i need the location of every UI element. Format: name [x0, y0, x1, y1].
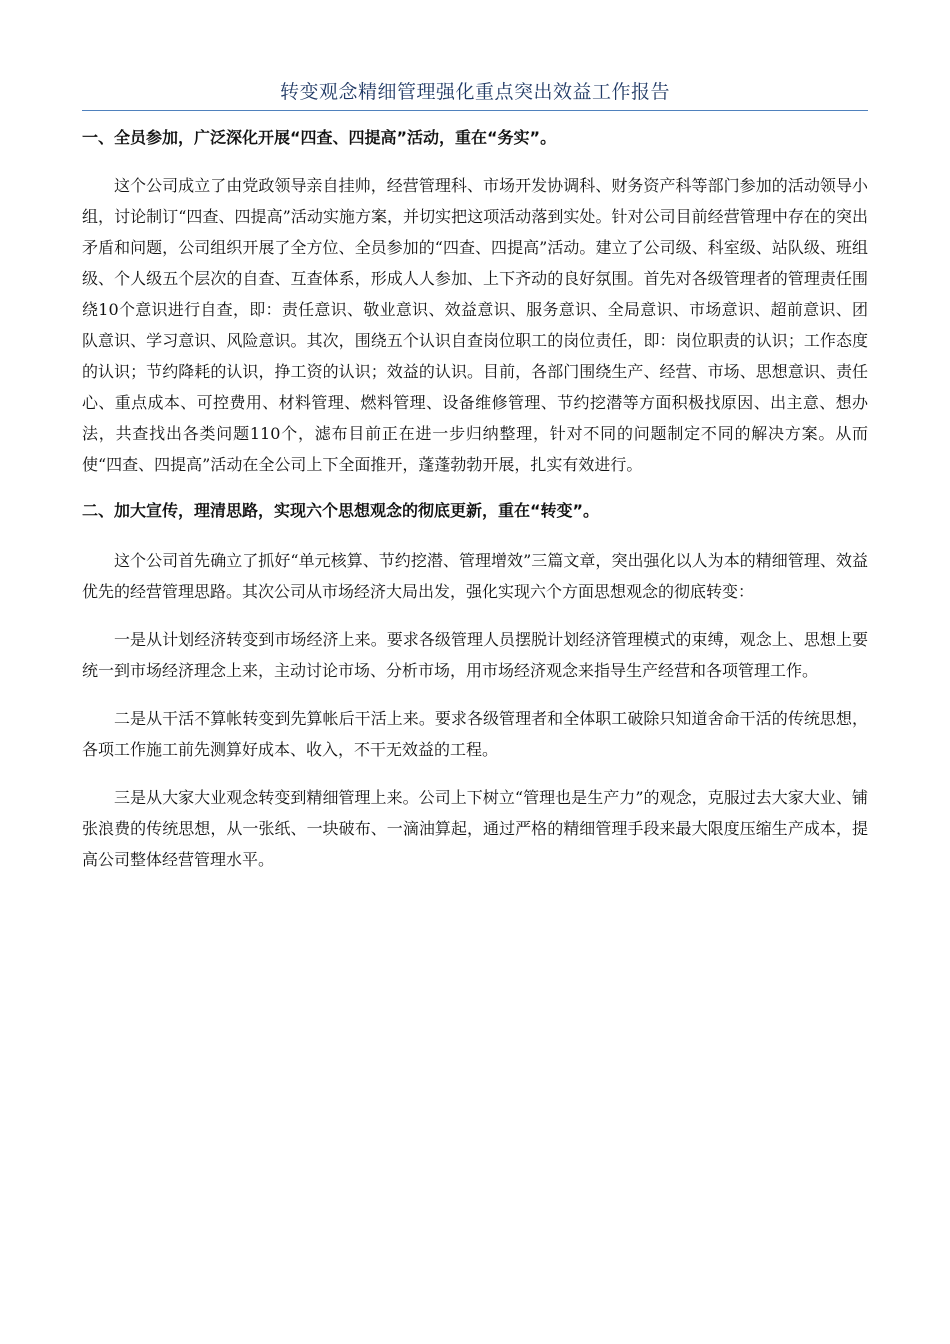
section-2-paragraph-intro: 这个公司首先确立了抓好“单元核算、节约挖潜、管理增效”三篇文章，突出强化以人为本的精细管理、效益优先的经营管理思路。其次公司从市场经济大局出发，强化实现六个方面思想观念的彻底转变：: [82, 551, 868, 601]
document-title: 转变观念精细管理强化重点突出效益工作报告: [82, 78, 868, 111]
section-2-heading: 二、加大宣传，理清思路，实现六个思想观念的彻底更新，重在“转变”。: [82, 501, 600, 520]
section-1-paragraph: 这个公司成立了由党政领导亲自挂帅，经营管理科、市场开发协调科、财务资产科等部门参加的活动领导小组，讨论制订“四查、四提高”活动实施方案，并切实把这项活动落到实处。针对公司目前经营管理中存在的突出矛盾和问题，公司组织开展了全方位、全员参加的“四查、四提高”活动。建立了公司级、科室级、站队级、班组级、个人级五个层次的自查、互查体系，形成人人参加、上下齐动的良好氛围。首先对各级管理者的管理责任围绕10个意识进行自查，即：责任意识、敬业意识、效益意识、服务意识、全局意识、市场意识、超前意识、团队意识、学习意识、风险意识。其次，围绕五个认识自查岗位职工的岗位责任，即：岗位职责的认识；工作态度的认识；节约降耗的认识，挣工资的认识；效益的认识。目前，各部门围绕生产、经营、市场、思想意识、责任心、重点成本、可控费用、材料管理、燃料管理、设备维修管理、节约挖潜等方面积极找原因、出主意、想办法，共查找出各类问题110个，滤布目前正在进一步归纳整理，针对不同的问题制定不同的解决方案。从而使“四查、四提高”活动在全公司上下全面推开，蓬蓬勃勃开展，扎实有效进行。: [82, 176, 868, 474]
document-page: [82, 78, 868, 875]
section-2-paragraph-point-3: 三是从大家大业观念转变到精细管理上来。公司上下树立“管理也是生产力”的观念，克服过去大家大业、铺张浪费的传统思想，从一张纸、一块破布、一滴油算起，通过严格的精细管理手段来最大限度压缩生产成本，提高公司整体经营管理水平。: [82, 788, 868, 869]
section-1-heading: 一、全员参加，广泛深化开展“四查、四提高”活动，重在“务实”。: [82, 128, 557, 147]
section-2-paragraph-point-2: 二是从干活不算帐转变到先算帐后干活上来。要求各级管理者和全体职工破除只知道舍命干活的传统思想，各项工作施工前先测算好成本、收入，不干无效益的工程。: [82, 709, 868, 759]
section-2-paragraph-point-1: 一是从计划经济转变到市场经济上来。要求各级管理人员摆脱计划经济管理模式的束缚，观念上、思想上要统一到市场经济理念上来，主动讨论市场、分析市场，用市场经济观念来指导生产经营和各项管理工作。: [82, 630, 868, 680]
